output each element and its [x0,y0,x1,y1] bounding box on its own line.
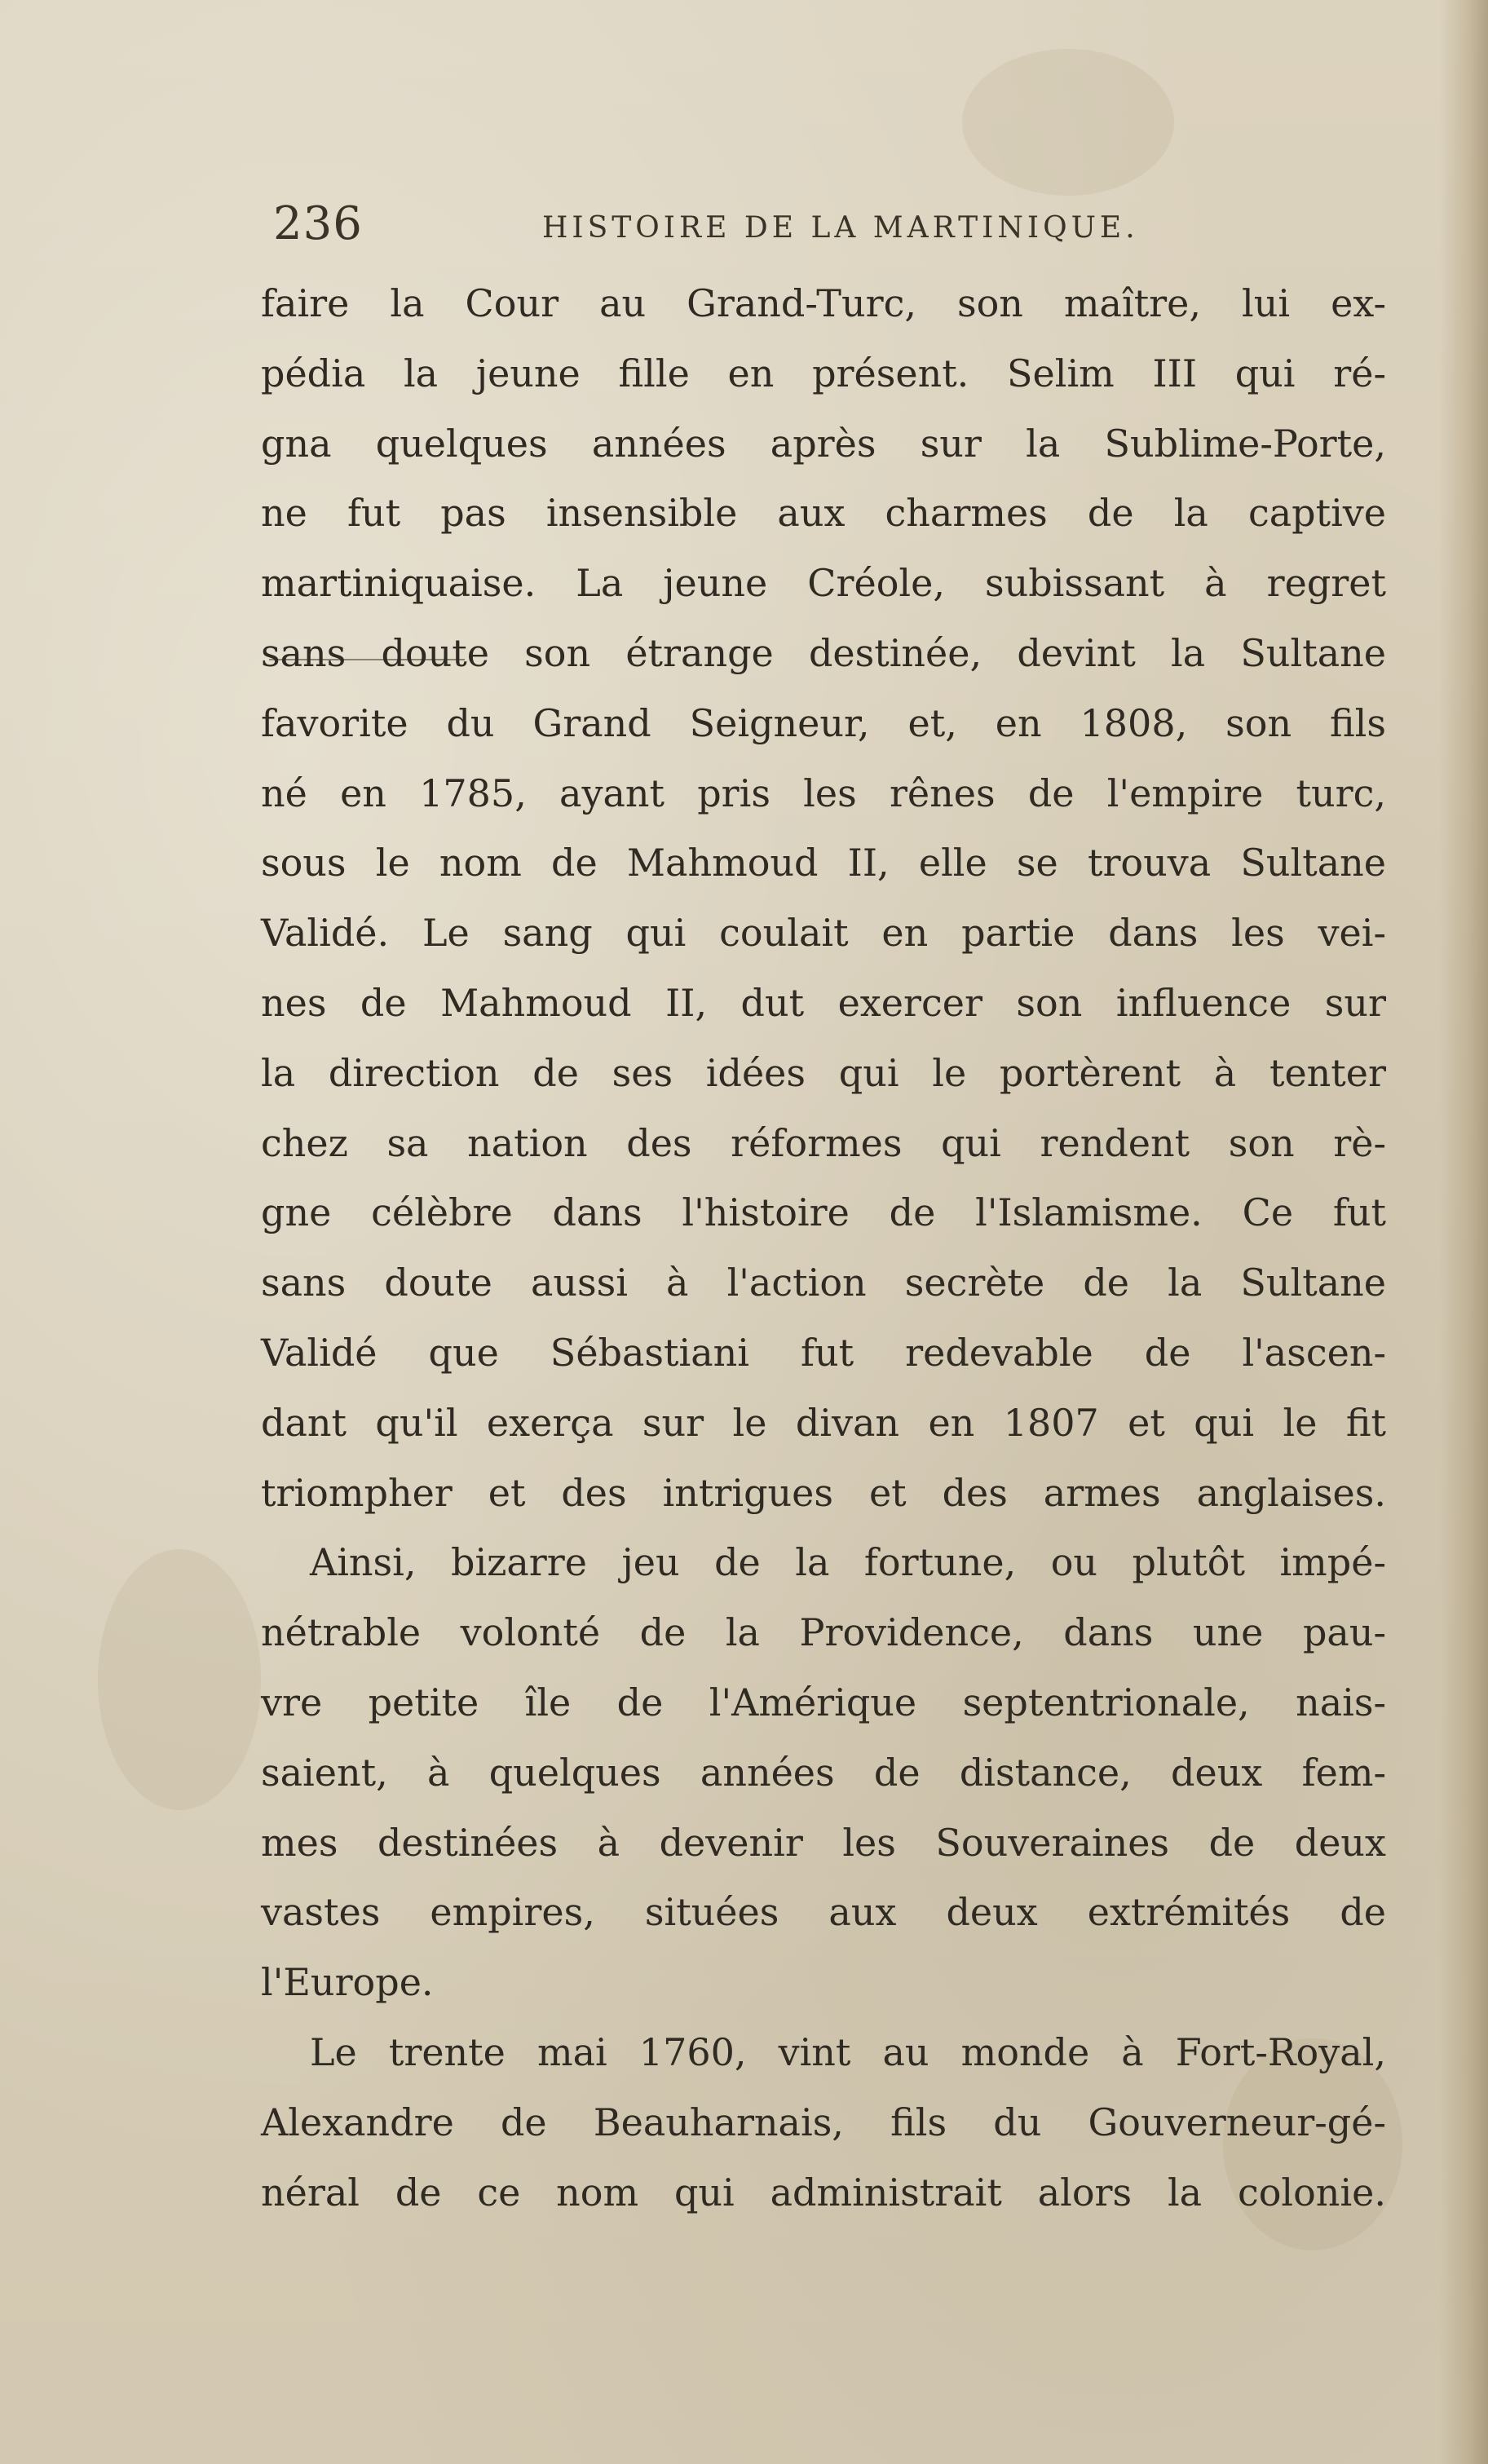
text-line: sans doute son étrange destinée, devint la Sultane [261,630,1386,675]
text-line: ne fut pas insensible aux charmes de la captive [261,491,1386,536]
text-line: vre petite île de l'Amérique septentrionale, nais- [261,1680,1386,1724]
text-line: dant qu'il exerça sur le divan en 1807 et qui le fit [261,1400,1386,1445]
text-line: chez sa nation des réformes qui rendent son rè- [261,1120,1386,1165]
text-line: né en 1785, ayant pris les rênes de l'empire turc, [261,771,1386,815]
text-line: saient, à quelques années de distance, deux fem- [261,1750,1386,1795]
text-line: nes de Mahmoud II, dut exercer son influence sur [261,980,1386,1025]
text-line: favorite du Grand Seigneur, et, en 1808, son fils [261,700,1386,745]
text-line: vastes empires, situées aux deux extrémités de [261,1890,1386,1935]
text-line: Ainsi, bizarre jeu de la fortune, ou plutôt impé- [310,1540,1386,1585]
text-line: sans doute aussi à l'action secrète de la Sultane [261,1261,1386,1305]
running-head: HISTOIRE DE LA MARTINIQUE. [542,211,1139,245]
text-line: triompher et des intrigues et des armes anglaises. [261,1470,1386,1515]
text-line: la direction de ses idées qui le portèrent à tenter [261,1050,1386,1095]
text-line: Validé. Le sang qui coulait en partie dans les vei- [261,911,1386,956]
page-number: 236 [273,197,363,250]
text-line: martiniquaise. La jeune Créole, subissant à regret [261,561,1386,606]
text-line: faire la Cour au Grand-Turc, son maître, lui ex- [261,281,1386,325]
text-line: l'Europe. [261,1960,434,2005]
text-line: pédia la jeune fille en présent. Selim III qui ré- [261,351,1386,395]
page-header [273,196,1390,253]
text-line: Alexandre de Beauharnais, fils du Gouverneur-gé- [261,2100,1386,2144]
text-line: Le trente mai 1760, vint au monde à Fort-Royal, [310,2029,1386,2074]
paper-stain [962,49,1174,196]
paper-stain [98,1549,261,1810]
text-line: Validé que Sébastiani fut redevable de l'ascen- [261,1330,1386,1375]
page-edge-shadow [1439,0,1488,2464]
text-line: gna quelques années après sur la Sublime-Porte, [261,421,1386,466]
text-line: gne célèbre dans l'histoire de l'Islamisme. Ce fut [261,1190,1386,1235]
text-line: nétrable volonté de la Providence, dans une pau- [261,1610,1386,1655]
text-line: sous le nom de Mahmoud II, elle se trouva Sultane [261,841,1386,885]
text-line: néral de ce nom qui administrait alors la colonie. [261,2170,1386,2215]
text-line: mes destinées à devenir les Souveraines de deux [261,1820,1386,1865]
body-text [261,269,1386,2228]
